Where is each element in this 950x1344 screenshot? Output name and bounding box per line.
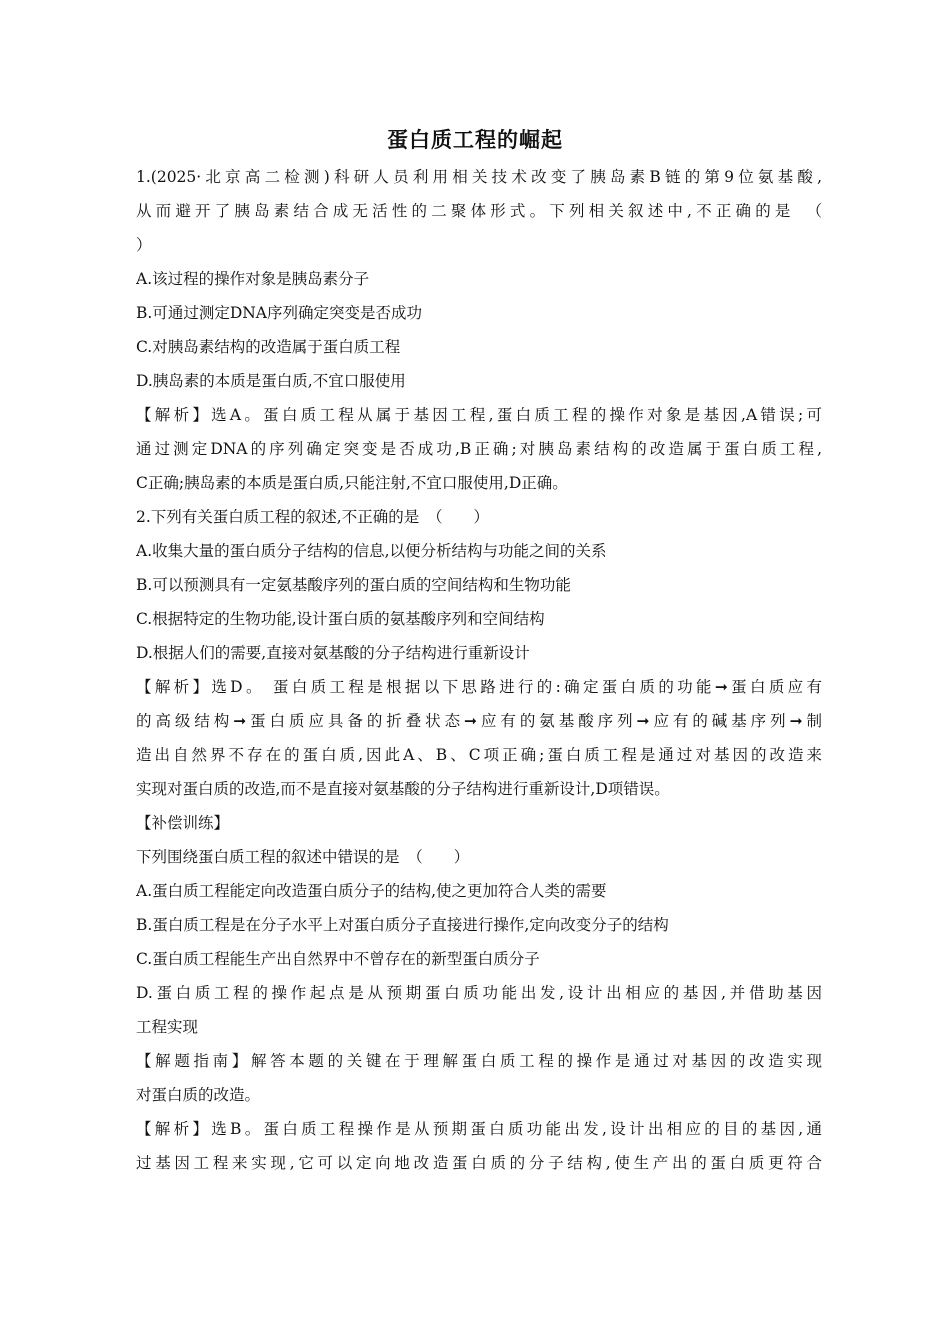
question-1-analysis-line-2: 通过测定DNA的序列确定突变是否成功,B正确;对胰岛素结构的改造属于蛋白质工程, <box>136 440 822 458</box>
supplement-question-stem: 下列围绕蛋白质工程的叙述中错误的是 （ ） <box>136 848 470 866</box>
question-1-option-c: C.对胰岛素结构的改造属于蛋白质工程 <box>136 338 401 356</box>
question-2-option-d: D.根据人们的需要,直接对氨基酸的分子结构进行重新设计 <box>136 644 530 662</box>
question-2-option-a: A.收集大量的蛋白质分子结构的信息,以便分析结构与功能之间的关系 <box>136 542 607 560</box>
question-1-analysis-line-3: C正确;胰岛素的本质是蛋白质,只能注射,不宜口服使用,D正确。 <box>136 474 568 492</box>
supplement-heading: 【补偿训练】 <box>136 814 230 832</box>
supplement-option-b: B.蛋白质工程是在分子水平上对蛋白质分子直接进行操作,定向改变分子的结构 <box>136 916 669 934</box>
supplement-analysis-line-2: 过基因工程来实现,它可以定向地改造蛋白质的分子结构,使生产出的蛋白质更符合 <box>136 1154 822 1172</box>
supplement-option-d-line-2: 工程实现 <box>136 1018 199 1036</box>
question-2-analysis-line-4: 实现对蛋白质的改造,而不是直接对氨基酸的分子结构进行重新设计,D项错误。 <box>136 780 670 798</box>
question-2-option-b: B.可以预测具有一定氨基酸序列的蛋白质的空间结构和生物功能 <box>136 576 571 594</box>
question-2-analysis-line-3: 造出自然界不存在的蛋白质,因此A、B、C项正确;蛋白质工程是通过对基因的改造来 <box>136 746 822 764</box>
question-1-option-a: A.该过程的操作对象是胰岛素分子 <box>136 270 370 288</box>
document-body <box>136 160 822 1180</box>
question-1-stem-line-3: ） <box>136 236 152 254</box>
question-1-stem-line-2: 从而避开了胰岛素结合成无活性的二聚体形式。下列相关叙述中,不正确的是 （ <box>136 202 822 220</box>
question-2-analysis-line-2: 的高级结构➞蛋白质应具备的折叠状态➞应有的氨基酸序列➞应有的碱基序列➞制 <box>136 712 822 730</box>
question-1-analysis-line-1: 【解析】选A。蛋白质工程从属于基因工程,蛋白质工程的操作对象是基因,A错误;可 <box>136 406 822 424</box>
supplement-analysis-line-1: 【解析】选B。蛋白质工程操作是从预期蛋白质功能出发,设计出相应的目的基因,通 <box>136 1120 822 1138</box>
question-2-analysis-line-1: 【解析】选D。 蛋白质工程是根据以下思路进行的:确定蛋白质的功能➞蛋白质应有 <box>136 678 822 696</box>
question-1-option-d: D.胰岛素的本质是蛋白质,不宜口服使用 <box>136 372 406 390</box>
supplement-option-d-line-1: D.蛋白质工程的操作起点是从预期蛋白质功能出发,设计出相应的基因,并借助基因 <box>136 984 822 1002</box>
question-1-option-b: B.可通过测定DNA序列确定突变是否成功 <box>136 304 423 322</box>
supplement-option-a: A.蛋白质工程能定向改造蛋白质分子的结构,使之更加符合人类的需要 <box>136 882 607 900</box>
question-2-option-c: C.根据特定的生物功能,设计蛋白质的氨基酸序列和空间结构 <box>136 610 545 628</box>
question-2-stem: 2.下列有关蛋白质工程的叙述,不正确的是 （ ） <box>136 508 489 526</box>
solving-guide-line-1: 【解题指南】解答本题的关键在于理解蛋白质工程的操作是通过对基因的改造实现 <box>136 1052 822 1070</box>
solving-guide-line-2: 对蛋白质的改造。 <box>136 1086 261 1104</box>
supplement-option-c: C.蛋白质工程能生产出自然界中不曾存在的新型蛋白质分子 <box>136 950 540 968</box>
document-title: 蛋白质工程的崛起 <box>387 128 563 152</box>
question-1-stem-line-1: 1.(2025·北京高二检测)科研人员利用相关技术改变了胰岛素B链的第9位氨基酸, <box>136 168 822 186</box>
